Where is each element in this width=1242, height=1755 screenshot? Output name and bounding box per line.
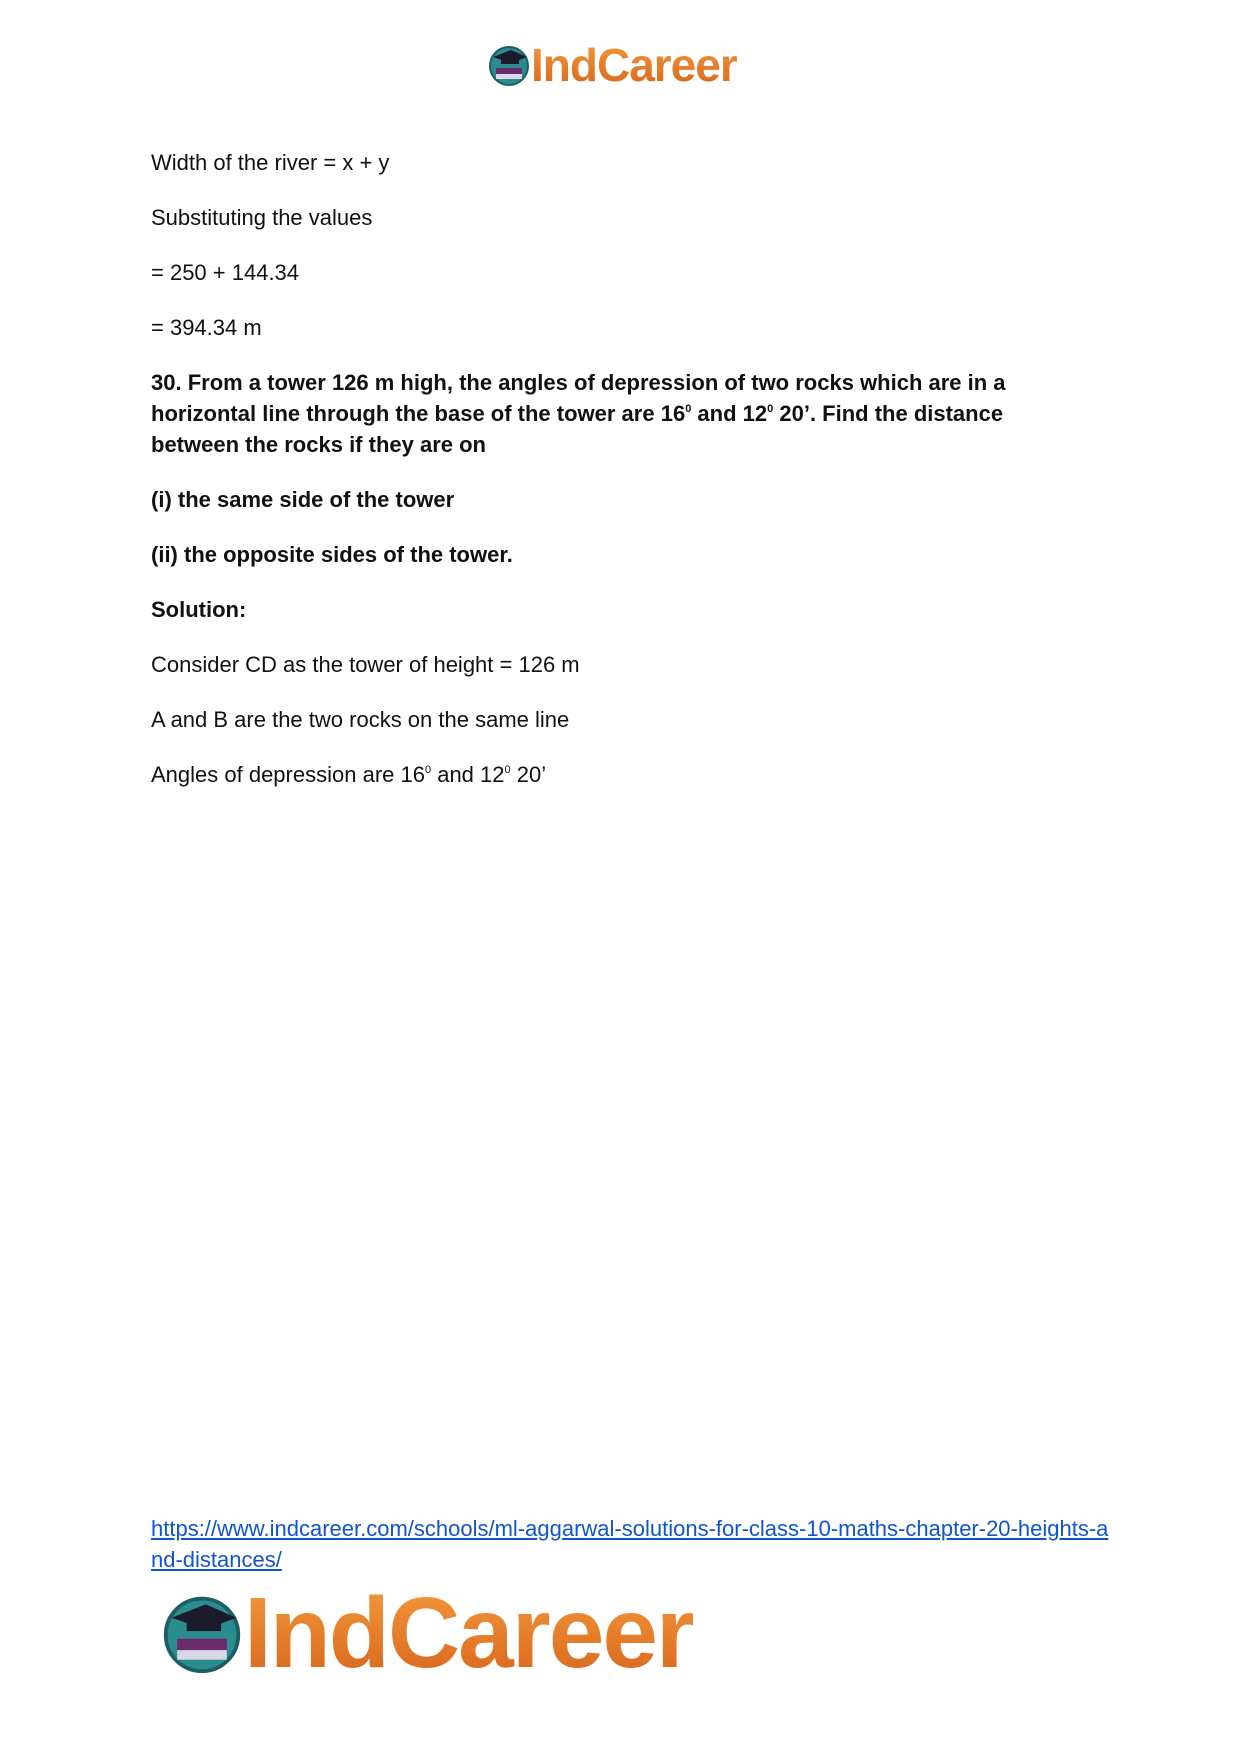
footer-logo [160,1578,693,1688]
graduation-cap-book-icon [487,43,531,87]
degree-superscript: 0 [504,764,511,776]
text-line: Width of the river = x + y [151,150,390,175]
degree-superscript: 0 [685,403,692,415]
solution-line [151,759,1091,790]
document-body [151,147,1091,814]
question-30 [151,367,1091,460]
question-text: and 12 [691,401,768,426]
question-text: 20’. Find the distance between the rocks if they are on [151,401,1004,457]
solution-text: Angles of depression are 16 [151,762,425,787]
footer-source-link[interactable]: https://www.indcareer.com/schools/ml-aggarwal-solutions-for-class-10-maths-chapter-20-heights-and-distances/ [151,1516,1109,1572]
text-line: = 394.34 m [151,315,262,340]
degree-superscript: 0 [767,403,774,415]
question-option-ii: (ii) the opposite sides of the tower. [151,542,513,567]
text-line: Substituting the values [151,205,373,230]
header-logo-text: IndCareer [531,39,737,91]
solution-text: and 12 [431,762,505,787]
question-text: 30. From a tower 126 m high, the angles of depression of two rocks which are in a horizontal line through the base of the tower are 16 [151,370,1006,426]
header-logo [487,40,737,90]
solution-line: Consider CD as the tower of height = 126 m [151,652,580,677]
question-option-i: (i) the same side of the tower [151,487,455,512]
text-line: = 250 + 144.34 [151,260,300,285]
graduation-cap-book-icon [160,1591,244,1675]
footer-logo-text: IndCareer [244,1577,693,1689]
solution-heading: Solution: [151,597,247,622]
solution-text: 20’ [510,762,547,787]
degree-superscript: 0 [424,764,432,776]
solution-line: A and B are the two rocks on the same line [151,707,570,732]
